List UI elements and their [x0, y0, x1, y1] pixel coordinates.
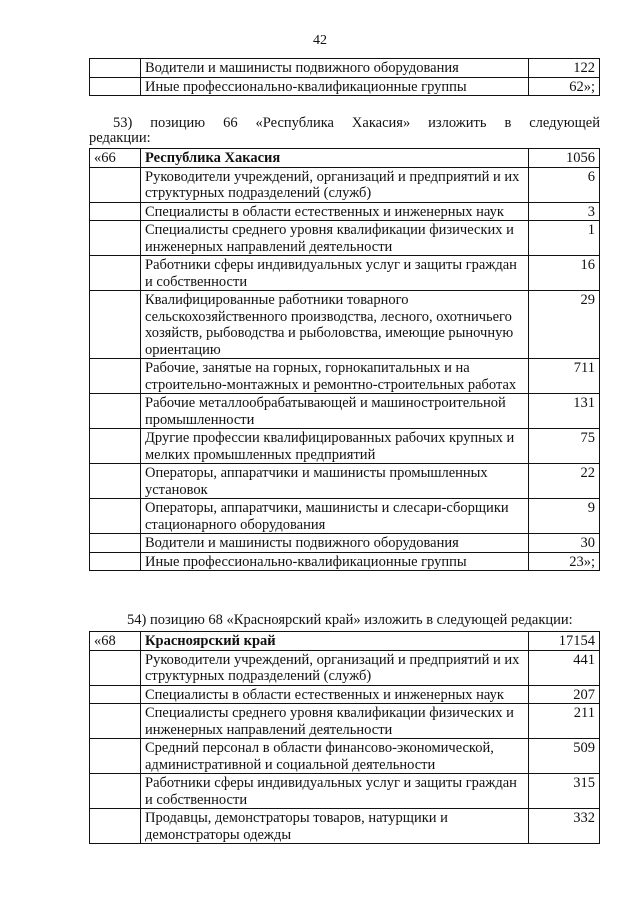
row-value: 9	[529, 499, 600, 534]
table-row	[90, 499, 600, 534]
table-top-continuation	[89, 58, 600, 96]
row-code	[90, 77, 141, 96]
table-row	[90, 202, 600, 221]
row-name: Операторы, аппаратчики, машинисты и слесари-сборщики стационарного оборудования	[141, 499, 529, 534]
row-value: 17154	[529, 632, 600, 651]
row-name: Операторы, аппаратчики и машинисты промышленных установок	[141, 464, 529, 499]
section-54-heading: 54) позицию 68 «Красноярский край» изложить в следующей редакции:	[127, 612, 573, 628]
row-value: 441	[529, 650, 600, 685]
row-name: Специалисты в области естественных и инженерных наук	[141, 202, 529, 221]
row-code	[90, 202, 141, 221]
row-name: Средний персонал в области финансово-экономической, административной и социальной деятельности	[141, 739, 529, 774]
row-name: Продавцы, демонстраторы товаров, натурщики и демонстраторы одежды	[141, 809, 529, 844]
row-code: «68	[90, 632, 141, 651]
table-row	[90, 429, 600, 464]
table-row	[90, 774, 600, 809]
row-value: 207	[529, 685, 600, 704]
row-name: Республика Хакасия	[141, 149, 529, 168]
table-row	[90, 77, 600, 96]
row-name: Специалисты среднего уровня квалификации физических и инженерных направлений деятельности	[141, 704, 529, 739]
table-row	[90, 221, 600, 256]
row-name: Квалифицированные работники товарного сельскохозяйственного производства, лесного, охотничьего хозяйств, рыбоводства и рыболовства, имеющие рыночную ориентацию	[141, 291, 529, 359]
row-name: Руководители учреждений, организаций и предприятий и их структурных подразделений (служб)	[141, 650, 529, 685]
row-name: Водители и машинисты подвижного оборудования	[141, 59, 529, 78]
row-value: 16	[529, 256, 600, 291]
row-value: 131	[529, 394, 600, 429]
row-name: Красноярский край	[141, 632, 529, 651]
region-row	[90, 632, 600, 651]
row-value: 62»;	[529, 77, 600, 96]
table-row	[90, 552, 600, 571]
row-value: 1056	[529, 149, 600, 168]
row-code	[90, 552, 141, 571]
row-code	[90, 429, 141, 464]
table-row	[90, 256, 600, 291]
table-row	[90, 167, 600, 202]
section-53-line2: редакции:	[89, 130, 151, 146]
row-code	[90, 59, 141, 78]
row-code	[90, 359, 141, 394]
table-row	[90, 59, 600, 78]
table-row	[90, 359, 600, 394]
row-code	[90, 221, 141, 256]
row-code	[90, 534, 141, 553]
row-name: Иные профессионально-квалификационные группы	[141, 552, 529, 571]
row-code	[90, 394, 141, 429]
row-name: Работники сферы индивидуальных услуг и защиты граждан и собственности	[141, 774, 529, 809]
table-row	[90, 650, 600, 685]
table-row	[90, 534, 600, 553]
row-value: 3	[529, 202, 600, 221]
row-code	[90, 256, 141, 291]
table-row	[90, 809, 600, 844]
row-code	[90, 291, 141, 359]
row-value: 315	[529, 774, 600, 809]
row-name: Рабочие, занятые на горных, горнокапитальных и на строительно-монтажных и ремонтно-строительных работах	[141, 359, 529, 394]
row-value: 211	[529, 704, 600, 739]
row-code	[90, 499, 141, 534]
row-value: 30	[529, 534, 600, 553]
table-row	[90, 704, 600, 739]
row-value: 122	[529, 59, 600, 78]
row-value: 29	[529, 291, 600, 359]
row-code	[90, 809, 141, 844]
row-value: 6	[529, 167, 600, 202]
row-name: Специалисты среднего уровня квалификации физических и инженерных направлений деятельности	[141, 221, 529, 256]
table-row	[90, 739, 600, 774]
row-value: 75	[529, 429, 600, 464]
row-value: 1	[529, 221, 600, 256]
row-code	[90, 704, 141, 739]
row-value: 23»;	[529, 552, 600, 571]
section-53-line1: 53) позицию 66 «Республика Хакасия» изложить в следующей	[113, 115, 600, 131]
row-name: Иные профессионально-квалификационные группы	[141, 77, 529, 96]
row-value: 22	[529, 464, 600, 499]
row-name: Руководители учреждений, организаций и предприятий и их структурных подразделений (служб)	[141, 167, 529, 202]
row-name: Рабочие металлообрабатывающей и машиностроительной промышленности	[141, 394, 529, 429]
table-row	[90, 464, 600, 499]
row-name: Работники сферы индивидуальных услуг и защиты граждан и собственности	[141, 256, 529, 291]
row-name: Специалисты в области естественных и инженерных наук	[141, 685, 529, 704]
table-row	[90, 685, 600, 704]
page-number: 42	[313, 33, 327, 48]
section-53-heading	[89, 116, 600, 146]
row-code	[90, 774, 141, 809]
row-code: «66	[90, 149, 141, 168]
row-code	[90, 685, 141, 704]
row-name: Водители и машинисты подвижного оборудования	[141, 534, 529, 553]
row-code	[90, 739, 141, 774]
row-value: 509	[529, 739, 600, 774]
table-row	[90, 291, 600, 359]
region-row	[90, 149, 600, 168]
row-name: Другие профессии квалифицированных рабочих крупных и мелких промышленных предприятий	[141, 429, 529, 464]
table-khakassia	[89, 148, 600, 571]
row-code	[90, 167, 141, 202]
row-value: 711	[529, 359, 600, 394]
row-value: 332	[529, 809, 600, 844]
table-krasnoyarsk	[89, 631, 600, 844]
table-row	[90, 394, 600, 429]
row-code	[90, 650, 141, 685]
row-code	[90, 464, 141, 499]
